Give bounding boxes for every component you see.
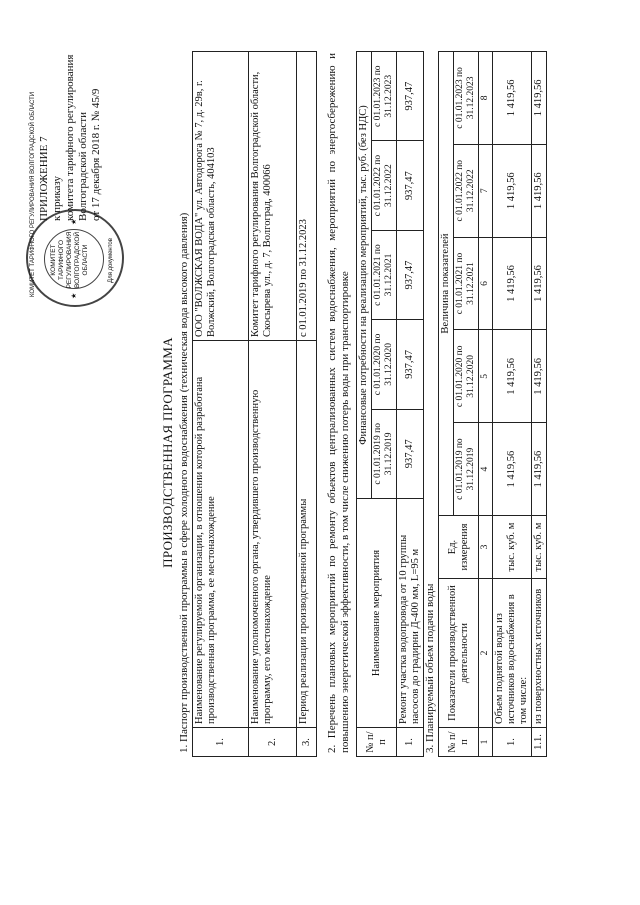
row-num: 1. [193,728,249,757]
value-cell: 1 419,56 [532,330,547,423]
appendix-line-5: от 17 декабря 2018 г. № 45/9 [90,88,102,221]
col-name-header: Наименование мероприятия [357,499,397,728]
col-number: 2 [479,579,493,728]
value-cell: 937,47 [397,141,424,230]
value-cell: 937,47 [397,52,424,141]
period-header: с 01.01.2021 по 31.12.2021 [372,230,397,319]
water-supply-table [438,51,547,757]
unit-cell: тыс. куб. м [493,516,532,579]
value-cell: 1 419,56 [493,423,532,516]
seal-bottom-text: Для документов [108,238,114,283]
seal-line-2: ТАРИФНОГО [58,240,65,280]
table-row [493,52,532,757]
row-num: 3. [297,728,317,757]
column-number-row [479,52,493,757]
section1-heading: 1. Паспорт производственной программы в сфере холодного водоснабжения (техническая вода высокого давления) [178,212,190,753]
value-cell: 1 419,56 [493,144,532,237]
col-unit-header: Ед. измерения [439,516,479,579]
row-num: 1. [397,728,424,757]
table-row [532,52,547,757]
passport-value: с 01.01.2019 по 31.12.2023 [297,52,317,341]
value-cell: 1 419,56 [493,330,532,423]
col-group-header: Величина показателей [439,52,454,516]
value-cell: 1 419,56 [532,144,547,237]
star-icon: ★ [70,218,78,225]
section3-heading: 3. Планируемый объем подачи воды [424,583,436,753]
passport-label: Наименование уполномоченного органа, утвердившего производственную программу, его местонахождение [249,341,297,728]
indicator-name: из поверхностных источников [532,579,547,728]
passport-table [192,51,317,757]
indicator-name: Объем поднятой воды из источников водоснабжения в том числе: [493,579,532,728]
value-cell: 937,47 [397,230,424,319]
table-row [249,52,297,757]
repair-measures-table [356,51,424,757]
col-number: 1 [479,728,493,757]
row-num: 1. [493,728,532,757]
row-num: 2. [249,728,297,757]
table-header-row [439,52,454,757]
table-row [193,52,249,757]
value-cell: 1 419,56 [532,52,547,145]
appendix-line-3: комитета тарифного регулирования [64,54,76,221]
col-number: 8 [479,52,493,145]
table-row [297,52,317,757]
period-header: с 01.01.2023 по 31.12.2023 [454,52,479,145]
period-header: с 01.01.2019 по 31.12.2019 [454,423,479,516]
col-number: 7 [479,144,493,237]
passport-label: Наименование регулируемой организации, в отношении которой разработана производственная программа, ее местонахождение [193,341,249,728]
seal-line-4: ВОЛГОГРАДСКОЙ [74,231,81,289]
period-header: с 01.01.2022 по 31.12.2022 [454,144,479,237]
value-cell: 1 419,56 [493,237,532,330]
appendix-line-2: к приказу [51,175,63,221]
value-cell: 1 419,56 [532,237,547,330]
seal-line-3: РЕГУЛИРОВАНИЯ [66,231,73,289]
measure-name: Ремонт участка водопровода от 10 группы насосов до градирни Д-400 мм, L=95 м [397,499,424,728]
table-header-row [357,52,372,757]
seal-line-1: КОМИТЕТ [50,244,57,276]
period-header: с 01.01.2020 по 31.12.2020 [454,330,479,423]
value-cell: 1 419,56 [532,423,547,516]
appendix-line-1: ПРИЛОЖЕНИЕ 7 [38,136,50,221]
value-cell: 937,47 [397,320,424,409]
table-row [397,52,424,757]
appendix-line-4: Волгоградской области [77,112,89,221]
col-number: 3 [479,516,493,579]
period-header: с 01.01.2022 по 31.12.2022 [372,141,397,230]
period-header: с 01.01.2021 по 31.12.2021 [454,237,479,330]
col-num-header: № п/п [439,728,479,757]
col-num-header: № п/п [357,728,397,757]
appendix-block [38,5,103,245]
period-header: с 01.01.2023 по 31.12.2023 [372,52,397,141]
period-header: с 01.01.2020 по 31.12.2020 [372,320,397,409]
passport-value: ООО "ВОЛЖСКАЯ ВОДА" ул. Автодорога № 7, д. 29в, г. Волжский, Волгоградская область, 404103 [193,52,249,341]
row-num: 1.1. [532,728,547,757]
seal-line-5: ОБЛАСТИ [82,244,89,276]
unit-cell: тыс. куб. м [532,516,547,579]
star-icon: ★ [70,292,78,299]
col-number: 5 [479,330,493,423]
value-cell: 937,47 [397,409,424,498]
passport-value: Комитет тарифного регулирования Волгоградской области, Скосырева ул., д. 7, Волгоград, 400066 [249,52,297,341]
passport-label: Период реализации производственной программы [297,341,317,728]
col-number: 4 [479,423,493,516]
seal-ring-text: КОМИТЕТ ТАРИФНОГО РЕГУЛИРОВАНИЯ ВОЛГОГРАДСКОЙ ОБЛАСТИ [30,91,36,297]
col-indicator-header: Показатели производственной деятельности [439,579,479,728]
col-number: 6 [479,237,493,330]
value-cell: 1 419,56 [493,52,532,145]
section2-heading: 2. Перечень плановых мероприятий по ремонту объектов централизованных систем водоснабжения, мероприятий по энергосбережению и повышению энергетической эффективности, в том числе снижению потерь воды при транспортировке [326,53,351,753]
period-header: с 01.01.2019 по 31.12.2019 [372,409,397,498]
page-title: ПРОИЗВОДСТВЕННАЯ ПРОГРАММА [160,337,175,568]
col-group-header: Финансовые потребности на реализацию мероприятий, тыс. руб. (без НДС) [357,52,372,499]
